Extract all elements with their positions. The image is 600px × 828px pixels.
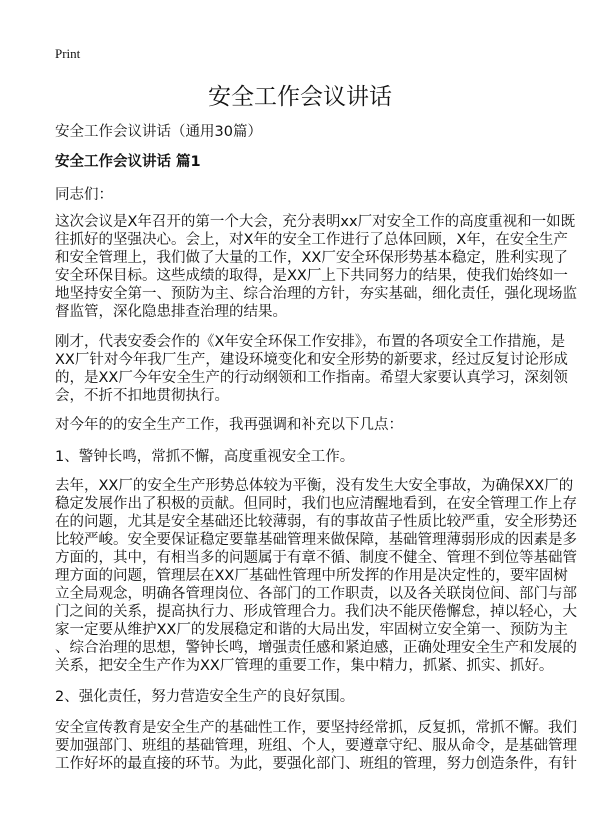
paragraph-line: 的，是XX厂今年安全生产的行动纲领和工作指南。希望大家要认真学习，深刻领 (55, 370, 568, 386)
paragraph (55, 416, 555, 434)
paragraph-line: 对今年的的安全生产工作，我再强调和补充以下几点： (55, 417, 403, 433)
paragraph-line: 去年，XX厂的安全生产形势总体较为平衡，没有发生大安全事故，为确保XX厂的 (55, 478, 574, 494)
paragraph (55, 333, 568, 405)
paragraph-line: 比较严峻。安全要保证稳定要靠基础管理来做保障，基础管理薄弱形成的因素是多 (55, 532, 577, 548)
paragraph-line: 门之间的关系，提高执行力、形成管理合力。我们决不能厌倦懈怠，掉以轻心，大 (55, 604, 577, 620)
paragraph-line: 方面的，其中，有相当多的问题属于有章不循、制度不健全、管理不到位等基础管 (55, 550, 577, 566)
paragraph-line: 关系，把安全生产作为XX厂管理的重要工作，集中精力，抓紧、抓实、抓好。 (55, 658, 554, 674)
paragraph-line: 督监管，深化隐患排查治理的结果。 (55, 304, 287, 320)
paragraph-line: 、综合治理的思想，警钟长鸣，增强责任感和紧迫感，正确处理安全生产和发展的 (55, 640, 577, 656)
paragraph-line: 地坚持安全第一、预防为主、综合治理的方针，夯实基础，细化责任，强化现场监 (55, 286, 577, 302)
paragraph-line: 理方面的问题，管理层在XX厂基础性管理中所发挥的作用是决定性的，要牢固树 (55, 568, 568, 584)
greeting: 同志们： (55, 187, 113, 203)
paragraph-line: 往抓好的坚强决心。会上，对X年的安全工作进行了总体回顾，X年，在安全生产 (55, 232, 568, 248)
paragraph-line: 安全环保目标。这些成绩的取得，是XX厂上下共同努力的结果，使我们始终如一 (55, 268, 568, 284)
print-link[interactable]: Print (55, 46, 81, 61)
paragraph (55, 719, 577, 773)
paragraph-line: 要加强部门、班组的基础管理，班组、个人，要遵章守纪、服从命令，是基础管理 (55, 738, 577, 754)
paragraph-line: 会，不折不扣地贯彻执行。 (55, 388, 229, 404)
paragraph-line: 2、强化责任，努力营造安全生产的良好氛围。 (55, 689, 355, 705)
paragraph (55, 213, 577, 321)
section-heading: 安全工作会议讲话 篇1 (55, 154, 201, 170)
paragraph-line: 工作好坏的最直接的环节。为此，要强化部门、班组的管理，努力创造条件，有针 (55, 756, 577, 772)
paragraph-line: 在的问题，尤其是安全基础还比较薄弱，有的事故苗子性质比较严重，安全形势还 (55, 514, 577, 530)
paragraph-line: 这次会议是X年召开的第一个大会，充分表明xx厂对安全工作的高度重视和一如既 (55, 214, 576, 230)
paragraph-line: 和安全管理上，我们做了大量的工作，XX厂安全环保形势基本稳定，胜利实现了 (55, 250, 568, 266)
paragraph-line: 1、警钟长鸣，常抓不懈，高度重视安全工作。 (55, 449, 355, 465)
paragraph (55, 448, 555, 466)
paragraph-line: 稳定发展作出了积极的贡献。但同时，我们也应清醒地看到，在安全管理工作上存 (55, 496, 577, 512)
document-title: 安全工作会议讲话 (208, 84, 392, 110)
paragraph-line: 刚才，代表安委会作的《X年安全环保工作安排》，布置的各项安全工作措施，是 (55, 334, 566, 350)
paragraph-line: 立全局观念，明确各管理岗位、各部门的工作职责，以及各关联岗位间、部门与部 (55, 586, 577, 602)
document-subtitle: 安全工作会议讲话（通用30篇） (55, 124, 262, 140)
paragraph (55, 477, 577, 675)
paragraph-line: XX厂针对今年我厂生产，建设环境变化和安全形势的新要求，经过反复讨论形成 (55, 352, 568, 368)
paragraph-line: 家一定要从维护XX厂的发展稳定和谐的大局出发，牢固树立安全第一、预防为主 (55, 622, 568, 638)
paragraph-line: 安全宣传教育是安全生产的基础性工作，要坚持经常抓，反复抓，常抓不懈。我们 (55, 720, 577, 736)
paragraph (55, 688, 555, 706)
